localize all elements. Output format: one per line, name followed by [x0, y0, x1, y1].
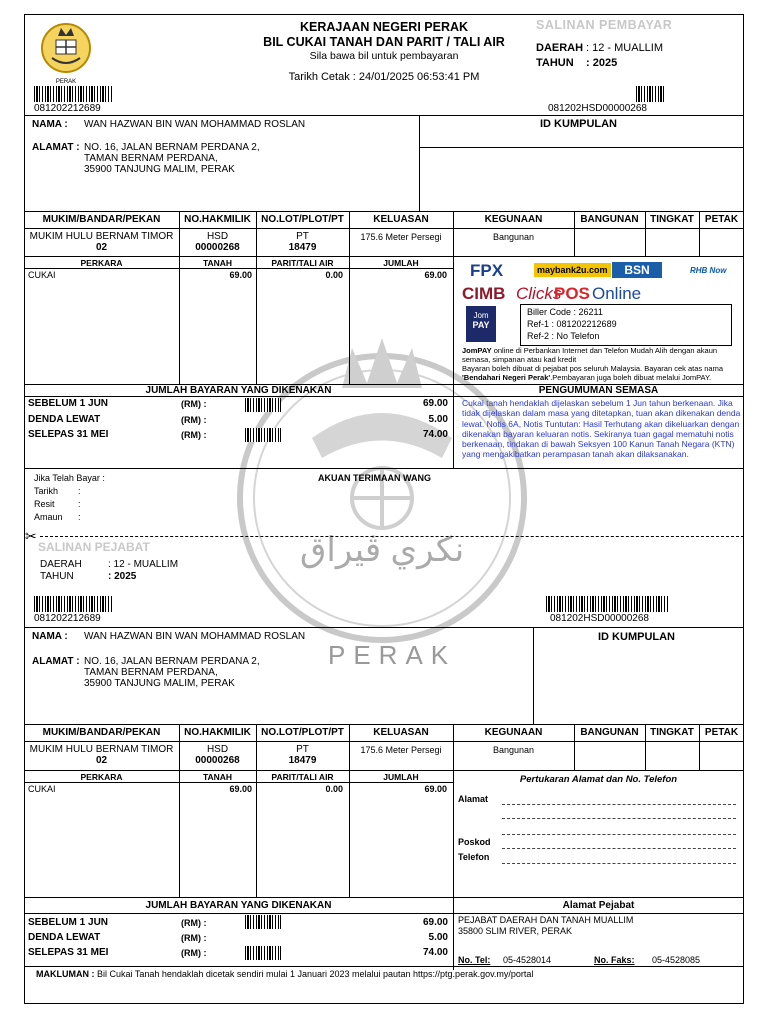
land-lot-type-bottom: PT: [296, 744, 309, 755]
land-lot-type: PT: [296, 231, 309, 242]
office-line2: 35800 SLIM RIVER, PERAK: [458, 926, 573, 936]
land-mukim-code-bottom: 02: [95, 755, 108, 766]
makluman-label: MAKLUMAN :: [36, 969, 95, 979]
col-perkara: PERKARA: [80, 258, 123, 268]
header-line1: KERAJAAN NEGERI PERAK: [299, 20, 469, 34]
nama-value-bottom: WAN HAZWAN BIN WAN MOHAMMAD ROSLAN: [84, 631, 306, 642]
col-kegunaan-bottom: KEGUNAAN: [484, 727, 543, 738]
total-denda-label-bottom: DENDA LEWAT: [28, 932, 101, 943]
land-lot-no: 18479: [288, 242, 317, 253]
total-denda-amount-bottom: 5.00: [428, 932, 448, 943]
land-hakmilik-no-bottom: 00000268: [195, 755, 240, 766]
nama-value: WAN HAZWAN BIN WAN MOHAMMAD ROSLAN: [84, 119, 306, 130]
office-tahun-label: TAHUN: [40, 571, 74, 582]
alamat-line2: TAMAN BERNAM PERDANA,: [84, 153, 218, 164]
total-selepas-amount: 74.00: [422, 429, 448, 440]
jompay-bold: JomPAY: [462, 346, 492, 355]
alamat-bottom-line1: NO. 16, JALAN BERNAM PERDANA 2,: [84, 656, 260, 667]
pos-logo: POS: [554, 284, 590, 303]
col-petak: PETAK: [704, 214, 739, 225]
charge-jumlah-bottom: 69.00: [424, 784, 447, 794]
charge-parit: 0.00: [325, 270, 343, 280]
col-hakmilik: NO.HAKMILIK: [184, 214, 251, 225]
cut-line: [40, 536, 744, 537]
land-hakmilik-no: 00000268: [195, 242, 240, 253]
land-mukim: MUKIM HULU BERNAM TIMOR: [29, 231, 174, 242]
col-hakmilik-bottom: NO.HAKMILIK: [184, 727, 251, 738]
land-keluasan-bottom: 175.6 Meter Persegi: [360, 745, 442, 755]
col-jumlah-bottom: JUMLAH: [383, 772, 419, 782]
jika-telah-bayar: Jika Telah Bayar :: [34, 473, 105, 483]
charge-tanah: 69.00: [229, 270, 252, 280]
address-change-title: Pertukaran Alamat dan No. Telefon: [519, 774, 678, 785]
land-kegunaan-bottom: Bangunan: [492, 745, 535, 755]
watermark-arabic: نكري ڤيراق: [300, 531, 465, 569]
total-selepas-amount-bottom: 74.00: [422, 947, 448, 958]
tahun-value: : 2025: [586, 57, 618, 69]
office-fax: 05-4528085: [652, 955, 701, 965]
office-tahun-value: : 2025: [108, 571, 137, 582]
total-sebelum-barcode-bottom: [245, 915, 281, 929]
total-selepas-label-bottom: SELEPAS 31 MEI: [28, 947, 109, 958]
charge-parit-bottom: 0.00: [325, 784, 343, 794]
barcode-right-text: 081202HSD00000268: [548, 103, 647, 114]
total-sebelum-label-bottom: SEBELUM 1 JUN: [28, 917, 109, 928]
id-kumpulan-label: ID KUMPULAN: [540, 118, 617, 130]
bayaran-note: [462, 364, 742, 382]
land-keluasan: 175.6 Meter Persegi: [360, 232, 442, 242]
col-mukim-bottom: MUKIM/BANDAR/PEKAN: [42, 727, 161, 738]
office-copy-label: SALINAN PEJABAT: [38, 540, 150, 554]
fpx-logo: FPX: [470, 261, 504, 280]
land-kegunaan: Bangunan: [492, 232, 535, 242]
bayaran-note1: Bayaran boleh dibuat di pejabat pos seluruh Malaysia. Bayaran cek atas nama: [462, 364, 723, 373]
col-mukim: MUKIM/BANDAR/PEKAN: [42, 214, 161, 225]
alamat-label-bottom: ALAMAT :: [32, 656, 80, 667]
land-mukim-bottom: MUKIM HULU BERNAM TIMOR: [29, 744, 174, 755]
rhb-logo: RHB Now: [690, 266, 727, 275]
daerah-value: : 12 - MUALLIM: [586, 42, 664, 54]
address-change-poskod: Poskod: [458, 837, 491, 847]
online-logo: Online: [592, 284, 642, 303]
alamat-label: ALAMAT :: [32, 142, 80, 153]
bsn-logo: BSN: [612, 262, 662, 278]
charge-tanah-bottom: 69.00: [229, 784, 252, 794]
col-bangunan-bottom: BANGUNAN: [580, 727, 639, 738]
ref1: Ref-1 : 081202212689: [527, 319, 617, 329]
biller-code: Biller Code : 26211: [527, 307, 603, 317]
nama-label-bottom: NAMA :: [32, 631, 68, 642]
logo-text: PERAK: [55, 79, 77, 85]
jompay-logo-pay: PAY: [472, 320, 490, 330]
notice-text: Cukai tanah hendaklah dijelaskan sebelum 1 Jun tahun berkenaan. Jika tidak dijelaskan dalam masa yang ditetapkan, tuan akan dikenakan denda lewat. Notis 6A, Notis Tuntutan: Hasil Terhutang akan dikeluarkan dengan dikenakan bayaran keluaran notis. Sekiranya tuan gagal mematuhi notis berkenaan, tindakan di bawah Seksyen 100 Kanun Tanah Negara (KTN) yang mengakibatkan perampasan tanah akan dilaksanakan.: [462, 398, 741, 460]
id-kumpulan-bottom: ID KUMPULAN: [598, 631, 675, 643]
barcode-left-text: 081202212689: [34, 103, 101, 114]
col-keluasan: KELUASAN: [373, 214, 429, 225]
total-sebelum-amount: 69.00: [422, 398, 448, 409]
land-hakmilik-type-bottom: HSD: [206, 744, 229, 755]
address-change-telefon: Telefon: [458, 852, 490, 862]
total-denda-rm: (RM) :: [181, 415, 207, 425]
barcode-right-bottom: [546, 596, 668, 612]
office-line1: PEJABAT DAERAH DAN TANAH MUALLIM: [458, 915, 634, 925]
makluman: [36, 969, 533, 979]
total-sebelum-label: SEBELUM 1 JUN: [28, 398, 109, 409]
barcode-left: [34, 86, 112, 102]
charge-perkara: CUKAI: [28, 270, 56, 280]
total-selepas-rm: (RM) :: [181, 430, 207, 440]
total-selepas-barcode-bottom: [245, 946, 281, 960]
col-bangunan: BANGUNAN: [580, 214, 639, 225]
ref2: Ref-2 : No Telefon: [527, 331, 600, 341]
bayaran-bold: 'Bendahari Negeri Perak': [462, 373, 551, 382]
barcode-left-bottom: [34, 596, 112, 612]
land-mukim-code: 02: [95, 242, 108, 253]
tarikh-colon: :: [78, 486, 81, 496]
col-lot: NO.LOT/PLOT/PT: [261, 214, 344, 225]
resit-colon: :: [78, 499, 81, 509]
col-perkara-bottom: PERKARA: [80, 772, 123, 782]
office-fax-label: No. Faks:: [594, 955, 635, 965]
col-lot-bottom: NO.LOT/PLOT/PT: [261, 727, 344, 738]
scissors-icon: ✂: [25, 528, 37, 544]
jompay-logo: [466, 306, 496, 342]
maybank-logo: maybank2u.com: [534, 263, 611, 277]
alamat-bottom-line3: 35900 TANJUNG MALIM, PERAK: [84, 678, 235, 689]
col-tingkat: TINGKAT: [650, 214, 694, 225]
col-jumlah: JUMLAH: [383, 258, 419, 268]
col-parit: PARIT/TALI AIR: [271, 258, 334, 268]
total-selepas-barcode: [245, 428, 281, 442]
perak-crest-logo: [40, 22, 92, 85]
total-denda-rm-bottom: (RM) :: [181, 933, 207, 943]
amaun-colon: :: [78, 512, 81, 522]
alamat-bottom-line2: TAMAN BERNAM PERDANA,: [84, 667, 218, 678]
clicks-logo: Clicks: [516, 284, 562, 303]
barcode-right: [636, 86, 666, 102]
tarikh-label: Tarikh: [34, 486, 59, 496]
col-parit-bottom: PARIT/TALI AIR: [271, 772, 334, 782]
total-sebelum-rm: (RM) :: [181, 399, 207, 409]
barcode-right-bottom-text: 081202HSD00000268: [550, 613, 649, 624]
jompay-note-text: online di Perbankan Internet dan Telefon Mudah Alih dengan akaun semasa, simpanan atau kad kredit: [462, 346, 718, 364]
total-sebelum-rm-bottom: (RM) :: [181, 918, 207, 928]
col-keluasan-bottom: KELUASAN: [373, 727, 429, 738]
resit-label: Resit: [34, 499, 55, 509]
header-line3: Sila bawa bil untuk pembayaran: [309, 50, 459, 62]
office-tel-label: No. Tel:: [458, 955, 491, 965]
address-change-alamat: Alamat: [458, 794, 489, 804]
office-tel: 05-4528014: [503, 955, 552, 965]
col-kegunaan: KEGUNAAN: [484, 214, 543, 225]
nama-label: NAMA :: [32, 119, 68, 130]
total-denda-label: DENDA LEWAT: [28, 414, 101, 425]
makluman-text: Bil Cukai Tanah hendaklah dicetak sendiri mulai 1 Januari 2023 melalui pautan https://ptg.perak.gov.my/portal: [94, 969, 534, 979]
watermark-text: PERAK: [328, 640, 457, 670]
land-hakmilik-type: HSD: [206, 231, 229, 242]
print-date: Tarikh Cetak : 24/01/2025 06:53:41 PM: [288, 71, 480, 83]
office-daerah-value: : 12 - MUALLIM: [108, 559, 179, 570]
amaun-label: Amaun: [34, 512, 63, 522]
office-daerah-label: DAERAH: [40, 559, 82, 570]
charge-jumlah: 69.00: [424, 270, 447, 280]
total-selepas-rm-bottom: (RM) :: [181, 948, 207, 958]
jompay-note: [462, 346, 740, 364]
total-denda-amount: 5.00: [428, 414, 448, 425]
jompay-logo-jom: Jom: [473, 311, 489, 320]
alamat-line1: NO. 16, JALAN BERNAM PERDANA 2,: [84, 142, 260, 153]
col-tanah: TANAH: [202, 258, 233, 268]
land-lot-no-bottom: 18479: [288, 755, 317, 766]
totals-title-bottom: JUMLAH BAYARAN YANG DIKENAKAN: [145, 900, 332, 911]
alamat-line3: 35900 TANJUNG MALIM, PERAK: [84, 164, 235, 175]
daerah-label: DAERAH: [536, 42, 584, 54]
total-sebelum-amount-bottom: 69.00: [422, 917, 448, 928]
col-petak-bottom: PETAK: [704, 727, 739, 738]
total-selepas-label: SELEPAS 31 MEI: [28, 429, 109, 440]
copy-label: SALINAN PEMBAYAR: [536, 18, 673, 32]
charge-perkara-bottom: CUKAI: [28, 784, 56, 794]
office-title: Alamat Pejabat: [562, 900, 635, 911]
header-line2: BIL CUKAI TANAH DAN PARIT / TALI AIR: [263, 35, 505, 49]
bayaran-note2: .Pembayaran juga boleh dibuat melalui JomPAY.: [550, 373, 712, 382]
col-tanah-bottom: TANAH: [202, 772, 233, 782]
total-sebelum-barcode: [245, 398, 281, 412]
totals-title-top: JUMLAH BAYARAN YANG DIKENAKAN: [145, 385, 332, 396]
tahun-label: TAHUN: [536, 57, 574, 69]
cimb-logo: CIMB: [462, 284, 506, 303]
barcode-left-bottom-text: 081202212689: [34, 613, 101, 624]
akuan-terimaan-wang: AKUAN TERIMAAN WANG: [318, 473, 431, 483]
notice-title: PENGUMUMAN SEMASA: [538, 385, 659, 396]
col-tingkat-bottom: TINGKAT: [650, 727, 694, 738]
